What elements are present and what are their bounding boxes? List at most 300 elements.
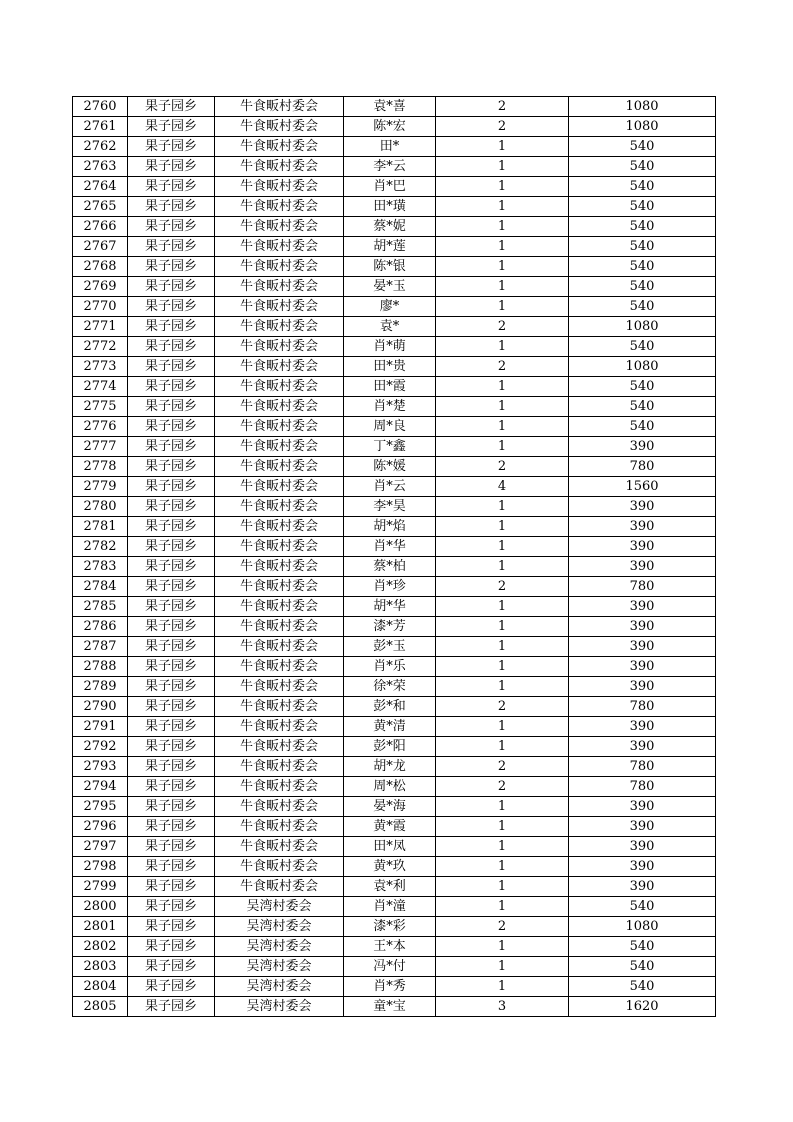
amount-cell: 390: [569, 657, 716, 677]
row-number-cell: 2760: [73, 97, 128, 117]
row-number-cell: 2763: [73, 157, 128, 177]
row-number-cell: 2766: [73, 217, 128, 237]
household-count-cell: 1: [436, 797, 569, 817]
household-count-cell: 1: [436, 497, 569, 517]
village-committee-cell: 牛食畈村委会: [215, 777, 344, 797]
amount-cell: 780: [569, 697, 716, 717]
name-cell: 周*良: [344, 417, 436, 437]
name-cell: 王*本: [344, 937, 436, 957]
row-number-cell: 2779: [73, 477, 128, 497]
table-row: [73, 177, 716, 197]
row-number-cell: 2788: [73, 657, 128, 677]
name-cell: 彭*玉: [344, 637, 436, 657]
row-number-cell: 2770: [73, 297, 128, 317]
township-cell: 果子园乡: [128, 917, 215, 937]
household-count-cell: 1: [436, 177, 569, 197]
amount-cell: 390: [569, 837, 716, 857]
name-cell: 丁*鑫: [344, 437, 436, 457]
row-number-cell: 2761: [73, 117, 128, 137]
row-number-cell: 2802: [73, 937, 128, 957]
table-row: [73, 357, 716, 377]
village-committee-cell: 牛食畈村委会: [215, 237, 344, 257]
village-committee-cell: 牛食畈村委会: [215, 517, 344, 537]
household-count-cell: 1: [436, 297, 569, 317]
village-committee-cell: 牛食畈村委会: [215, 497, 344, 517]
name-cell: 陈*宏: [344, 117, 436, 137]
village-committee-cell: 吴湾村委会: [215, 917, 344, 937]
row-number-cell: 2767: [73, 237, 128, 257]
name-cell: 晏*海: [344, 797, 436, 817]
table-row: [73, 277, 716, 297]
amount-cell: 540: [569, 897, 716, 917]
table-row: [73, 217, 716, 237]
household-count-cell: 1: [436, 737, 569, 757]
amount-cell: 1080: [569, 357, 716, 377]
township-cell: 果子园乡: [128, 477, 215, 497]
row-number-cell: 2789: [73, 677, 128, 697]
village-committee-cell: 牛食畈村委会: [215, 417, 344, 437]
name-cell: 廖*: [344, 297, 436, 317]
township-cell: 果子园乡: [128, 177, 215, 197]
row-number-cell: 2796: [73, 817, 128, 837]
township-cell: 果子园乡: [128, 597, 215, 617]
table-row: [73, 677, 716, 697]
table-row: [73, 997, 716, 1017]
name-cell: 冯*付: [344, 957, 436, 977]
name-cell: 肖*秀: [344, 977, 436, 997]
name-cell: 袁*喜: [344, 97, 436, 117]
amount-cell: 390: [569, 677, 716, 697]
village-committee-cell: 牛食畈村委会: [215, 157, 344, 177]
amount-cell: 540: [569, 937, 716, 957]
amount-cell: 540: [569, 277, 716, 297]
household-count-cell: 4: [436, 477, 569, 497]
table-row: [73, 717, 716, 737]
name-cell: 漆*彩: [344, 917, 436, 937]
amount-cell: 390: [569, 817, 716, 837]
village-committee-cell: 牛食畈村委会: [215, 397, 344, 417]
household-count-cell: 1: [436, 637, 569, 657]
household-count-cell: 2: [436, 697, 569, 717]
township-cell: 果子园乡: [128, 897, 215, 917]
row-number-cell: 2762: [73, 137, 128, 157]
table-row: [73, 877, 716, 897]
township-cell: 果子园乡: [128, 257, 215, 277]
amount-cell: 540: [569, 157, 716, 177]
household-count-cell: 1: [436, 857, 569, 877]
name-cell: 胡*龙: [344, 757, 436, 777]
row-number-cell: 2780: [73, 497, 128, 517]
township-cell: 果子园乡: [128, 697, 215, 717]
household-count-cell: 3: [436, 997, 569, 1017]
township-cell: 果子园乡: [128, 277, 215, 297]
row-number-cell: 2774: [73, 377, 128, 397]
household-count-cell: 2: [436, 777, 569, 797]
name-cell: 徐*荣: [344, 677, 436, 697]
table-row: [73, 917, 716, 937]
row-number-cell: 2781: [73, 517, 128, 537]
name-cell: 漆*芳: [344, 617, 436, 637]
name-cell: 肖*华: [344, 537, 436, 557]
township-cell: 果子园乡: [128, 137, 215, 157]
row-number-cell: 2800: [73, 897, 128, 917]
row-number-cell: 2773: [73, 357, 128, 377]
row-number-cell: 2776: [73, 417, 128, 437]
table-body: [73, 97, 716, 1017]
row-number-cell: 2805: [73, 997, 128, 1017]
table-row: [73, 597, 716, 617]
table-row: [73, 137, 716, 157]
amount-cell: 540: [569, 377, 716, 397]
household-count-cell: 1: [436, 597, 569, 617]
row-number-cell: 2768: [73, 257, 128, 277]
amount-cell: 780: [569, 777, 716, 797]
township-cell: 果子园乡: [128, 297, 215, 317]
amount-cell: 1080: [569, 97, 716, 117]
village-committee-cell: 牛食畈村委会: [215, 757, 344, 777]
township-cell: 果子园乡: [128, 837, 215, 857]
name-cell: 肖*云: [344, 477, 436, 497]
row-number-cell: 2790: [73, 697, 128, 717]
amount-cell: 390: [569, 877, 716, 897]
village-committee-cell: 牛食畈村委会: [215, 437, 344, 457]
table-row: [73, 417, 716, 437]
table-row: [73, 157, 716, 177]
amount-cell: 540: [569, 197, 716, 217]
township-cell: 果子园乡: [128, 417, 215, 437]
village-committee-cell: 牛食畈村委会: [215, 577, 344, 597]
table-row: [73, 117, 716, 137]
village-committee-cell: 牛食畈村委会: [215, 137, 344, 157]
township-cell: 果子园乡: [128, 997, 215, 1017]
household-count-cell: 1: [436, 277, 569, 297]
table-row: [73, 337, 716, 357]
village-committee-cell: 牛食畈村委会: [215, 457, 344, 477]
amount-cell: 540: [569, 957, 716, 977]
table-row: [73, 537, 716, 557]
village-committee-cell: 牛食畈村委会: [215, 117, 344, 137]
township-cell: 果子园乡: [128, 157, 215, 177]
household-count-cell: 1: [436, 657, 569, 677]
table-row: [73, 557, 716, 577]
row-number-cell: 2793: [73, 757, 128, 777]
amount-cell: 540: [569, 417, 716, 437]
village-committee-cell: 牛食畈村委会: [215, 617, 344, 637]
household-count-cell: 1: [436, 937, 569, 957]
table-row: [73, 237, 716, 257]
household-count-cell: 1: [436, 897, 569, 917]
household-count-cell: 1: [436, 957, 569, 977]
name-cell: 黄*霞: [344, 817, 436, 837]
name-cell: 田*贵: [344, 357, 436, 377]
village-committee-cell: 牛食畈村委会: [215, 257, 344, 277]
row-number-cell: 2794: [73, 777, 128, 797]
township-cell: 果子园乡: [128, 657, 215, 677]
household-count-cell: 1: [436, 557, 569, 577]
township-cell: 果子园乡: [128, 317, 215, 337]
amount-cell: 390: [569, 637, 716, 657]
village-committee-cell: 牛食畈村委会: [215, 797, 344, 817]
village-committee-cell: 牛食畈村委会: [215, 877, 344, 897]
row-number-cell: 2795: [73, 797, 128, 817]
table-row: [73, 957, 716, 977]
village-committee-cell: 牛食畈村委会: [215, 357, 344, 377]
table-row: [73, 297, 716, 317]
amount-cell: 540: [569, 237, 716, 257]
row-number-cell: 2792: [73, 737, 128, 757]
row-number-cell: 2765: [73, 197, 128, 217]
village-committee-cell: 牛食畈村委会: [215, 277, 344, 297]
household-count-cell: 2: [436, 317, 569, 337]
amount-cell: 1080: [569, 117, 716, 137]
amount-cell: 390: [569, 737, 716, 757]
township-cell: 果子园乡: [128, 817, 215, 837]
township-cell: 果子园乡: [128, 857, 215, 877]
amount-cell: 390: [569, 437, 716, 457]
name-cell: 陈*银: [344, 257, 436, 277]
household-count-cell: 1: [436, 877, 569, 897]
name-cell: 蔡*妮: [344, 217, 436, 237]
village-committee-cell: 吴湾村委会: [215, 937, 344, 957]
table-row: [73, 797, 716, 817]
township-cell: 果子园乡: [128, 937, 215, 957]
table-row: [73, 757, 716, 777]
row-number-cell: 2771: [73, 317, 128, 337]
table-row: [73, 837, 716, 857]
amount-cell: 1080: [569, 317, 716, 337]
name-cell: 黄*玖: [344, 857, 436, 877]
amount-cell: 390: [569, 497, 716, 517]
township-cell: 果子园乡: [128, 377, 215, 397]
table-row: [73, 377, 716, 397]
amount-cell: 390: [569, 557, 716, 577]
township-cell: 果子园乡: [128, 517, 215, 537]
name-cell: 童*宝: [344, 997, 436, 1017]
amount-cell: 390: [569, 537, 716, 557]
village-committee-cell: 牛食畈村委会: [215, 97, 344, 117]
table-row: [73, 517, 716, 537]
village-committee-cell: 牛食畈村委会: [215, 297, 344, 317]
table-row: [73, 817, 716, 837]
village-committee-cell: 牛食畈村委会: [215, 217, 344, 237]
amount-cell: 540: [569, 297, 716, 317]
village-committee-cell: 牛食畈村委会: [215, 197, 344, 217]
name-cell: 胡*焰: [344, 517, 436, 537]
household-count-cell: 1: [436, 237, 569, 257]
household-count-cell: 1: [436, 837, 569, 857]
table-row: [73, 97, 716, 117]
township-cell: 果子园乡: [128, 957, 215, 977]
amount-cell: 780: [569, 577, 716, 597]
row-number-cell: 2775: [73, 397, 128, 417]
village-committee-cell: 牛食畈村委会: [215, 717, 344, 737]
township-cell: 果子园乡: [128, 217, 215, 237]
household-count-cell: 1: [436, 257, 569, 277]
table-row: [73, 697, 716, 717]
amount-cell: 390: [569, 597, 716, 617]
row-number-cell: 2791: [73, 717, 128, 737]
row-number-cell: 2785: [73, 597, 128, 617]
township-cell: 果子园乡: [128, 797, 215, 817]
amount-cell: 1560: [569, 477, 716, 497]
amount-cell: 390: [569, 517, 716, 537]
amount-cell: 540: [569, 977, 716, 997]
amount-cell: 540: [569, 137, 716, 157]
household-count-cell: 1: [436, 817, 569, 837]
township-cell: 果子园乡: [128, 197, 215, 217]
household-count-cell: 1: [436, 517, 569, 537]
name-cell: 肖*萌: [344, 337, 436, 357]
table-row: [73, 637, 716, 657]
name-cell: 蔡*柏: [344, 557, 436, 577]
table-row: [73, 497, 716, 517]
table-row: [73, 577, 716, 597]
name-cell: 李*昊: [344, 497, 436, 517]
name-cell: 肖*巴: [344, 177, 436, 197]
amount-cell: 780: [569, 457, 716, 477]
household-count-cell: 2: [436, 117, 569, 137]
name-cell: 田*: [344, 137, 436, 157]
name-cell: 田*霞: [344, 377, 436, 397]
household-count-cell: 1: [436, 537, 569, 557]
row-number-cell: 2769: [73, 277, 128, 297]
village-committee-cell: 牛食畈村委会: [215, 657, 344, 677]
name-cell: 肖*潼: [344, 897, 436, 917]
table-row: [73, 197, 716, 217]
township-cell: 果子园乡: [128, 557, 215, 577]
household-count-cell: 1: [436, 157, 569, 177]
household-count-cell: 2: [436, 97, 569, 117]
household-count-cell: 1: [436, 417, 569, 437]
household-count-cell: 2: [436, 357, 569, 377]
township-cell: 果子园乡: [128, 117, 215, 137]
township-cell: 果子园乡: [128, 877, 215, 897]
table-row: [73, 397, 716, 417]
village-committee-cell: 牛食畈村委会: [215, 477, 344, 497]
household-count-cell: 1: [436, 197, 569, 217]
township-cell: 果子园乡: [128, 357, 215, 377]
table-row: [73, 617, 716, 637]
row-number-cell: 2799: [73, 877, 128, 897]
township-cell: 果子园乡: [128, 777, 215, 797]
household-count-cell: 1: [436, 617, 569, 637]
table-row: [73, 657, 716, 677]
township-cell: 果子园乡: [128, 97, 215, 117]
township-cell: 果子园乡: [128, 537, 215, 557]
township-cell: 果子园乡: [128, 717, 215, 737]
name-cell: 肖*楚: [344, 397, 436, 417]
name-cell: 彭*和: [344, 697, 436, 717]
township-cell: 果子园乡: [128, 977, 215, 997]
household-count-cell: 1: [436, 437, 569, 457]
village-committee-cell: 吴湾村委会: [215, 977, 344, 997]
row-number-cell: 2778: [73, 457, 128, 477]
table-row: [73, 897, 716, 917]
household-count-cell: 2: [436, 917, 569, 937]
name-cell: 黄*清: [344, 717, 436, 737]
name-cell: 胡*华: [344, 597, 436, 617]
household-count-cell: 1: [436, 337, 569, 357]
row-number-cell: 2764: [73, 177, 128, 197]
household-count-cell: 2: [436, 577, 569, 597]
village-committee-cell: 牛食畈村委会: [215, 837, 344, 857]
table-row: [73, 257, 716, 277]
village-committee-cell: 牛食畈村委会: [215, 557, 344, 577]
township-cell: 果子园乡: [128, 637, 215, 657]
row-number-cell: 2782: [73, 537, 128, 557]
table-row: [73, 737, 716, 757]
village-committee-cell: 牛食畈村委会: [215, 337, 344, 357]
name-cell: 肖*珍: [344, 577, 436, 597]
name-cell: 晏*玉: [344, 277, 436, 297]
household-count-cell: 1: [436, 677, 569, 697]
township-cell: 果子园乡: [128, 497, 215, 517]
row-number-cell: 2777: [73, 437, 128, 457]
row-number-cell: 2801: [73, 917, 128, 937]
amount-cell: 1080: [569, 917, 716, 937]
amount-cell: 780: [569, 757, 716, 777]
village-committee-cell: 牛食畈村委会: [215, 737, 344, 757]
village-committee-cell: 牛食畈村委会: [215, 537, 344, 557]
village-committee-cell: 牛食畈村委会: [215, 377, 344, 397]
table-row: [73, 317, 716, 337]
household-count-cell: 1: [436, 377, 569, 397]
village-committee-cell: 牛食畈村委会: [215, 177, 344, 197]
name-cell: 胡*莲: [344, 237, 436, 257]
name-cell: 彭*阳: [344, 737, 436, 757]
household-count-cell: 2: [436, 457, 569, 477]
village-committee-cell: 牛食畈村委会: [215, 857, 344, 877]
household-count-cell: 1: [436, 137, 569, 157]
village-committee-cell: 牛食畈村委会: [215, 637, 344, 657]
amount-cell: 540: [569, 337, 716, 357]
row-number-cell: 2804: [73, 977, 128, 997]
row-number-cell: 2798: [73, 857, 128, 877]
row-number-cell: 2803: [73, 957, 128, 977]
amount-cell: 540: [569, 257, 716, 277]
amount-cell: 540: [569, 217, 716, 237]
village-committee-cell: 牛食畈村委会: [215, 677, 344, 697]
household-count-cell: 1: [436, 397, 569, 417]
village-committee-cell: 吴湾村委会: [215, 997, 344, 1017]
table-row: [73, 977, 716, 997]
table-row: [73, 477, 716, 497]
name-cell: 肖*乐: [344, 657, 436, 677]
row-number-cell: 2797: [73, 837, 128, 857]
amount-cell: 1620: [569, 997, 716, 1017]
name-cell: 周*松: [344, 777, 436, 797]
household-count-cell: 1: [436, 217, 569, 237]
township-cell: 果子园乡: [128, 577, 215, 597]
township-cell: 果子园乡: [128, 237, 215, 257]
township-cell: 果子园乡: [128, 677, 215, 697]
village-committee-cell: 牛食畈村委会: [215, 317, 344, 337]
household-count-cell: 1: [436, 717, 569, 737]
village-committee-cell: 吴湾村委会: [215, 957, 344, 977]
township-cell: 果子园乡: [128, 437, 215, 457]
name-cell: 田*凤: [344, 837, 436, 857]
township-cell: 果子园乡: [128, 457, 215, 477]
name-cell: 陈*媛: [344, 457, 436, 477]
row-number-cell: 2784: [73, 577, 128, 597]
table-row: [73, 857, 716, 877]
roster-table-container: [72, 96, 715, 1017]
township-cell: 果子园乡: [128, 737, 215, 757]
table-row: [73, 457, 716, 477]
village-committee-cell: 牛食畈村委会: [215, 597, 344, 617]
amount-cell: 540: [569, 397, 716, 417]
table-row: [73, 777, 716, 797]
